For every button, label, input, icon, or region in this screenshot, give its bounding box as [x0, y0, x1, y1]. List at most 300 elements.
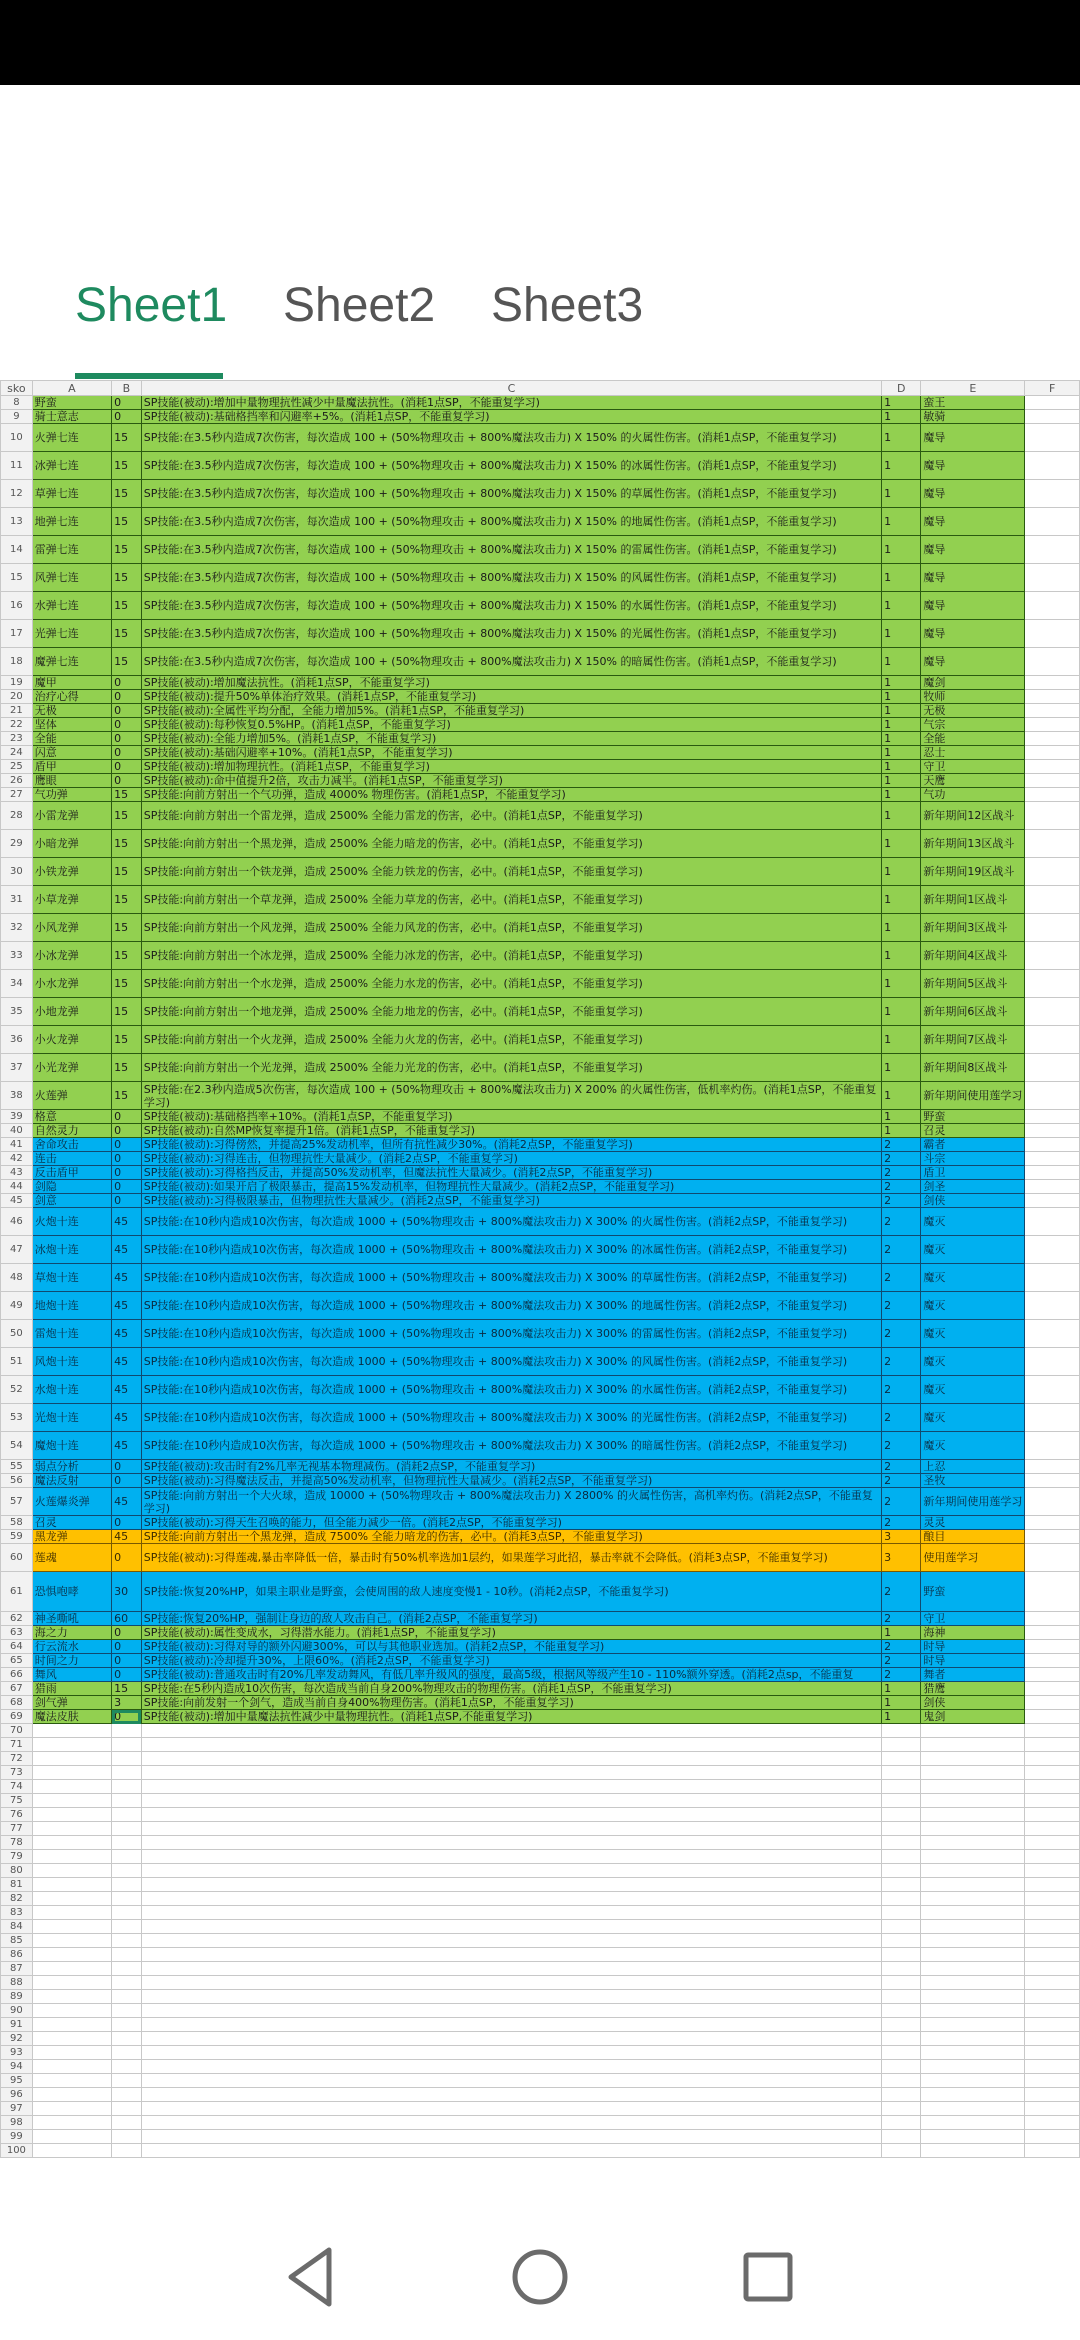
cell-b[interactable]: 15: [112, 536, 142, 564]
cell-d[interactable]: 2: [882, 1152, 921, 1166]
cell-a[interactable]: 小暗龙弹: [32, 830, 111, 858]
cell-b[interactable]: 45: [112, 1292, 142, 1320]
cell-d[interactable]: 2: [882, 1432, 921, 1460]
cell-a[interactable]: 魔法皮肤: [32, 1710, 111, 1724]
cell-d[interactable]: 1: [882, 788, 921, 802]
cell-b[interactable]: [112, 2102, 142, 2116]
cell-f[interactable]: [1025, 858, 1080, 886]
row-header[interactable]: 77: [1, 1822, 33, 1836]
cell-f[interactable]: [1025, 1082, 1080, 1110]
cell-a[interactable]: 地炮十连: [32, 1292, 111, 1320]
cell-a[interactable]: 气功弹: [32, 788, 111, 802]
cell-a[interactable]: 火莲爆炎弹: [32, 1488, 111, 1516]
cell-d[interactable]: [882, 2046, 921, 2060]
cell-c[interactable]: SP技能(被动):习得格挡反击，并提高50%发动机率，但魔法抗性大量减少。(消耗2点SP，不能重复学习): [141, 1166, 881, 1180]
row-header[interactable]: 8: [1, 396, 33, 410]
home-icon[interactable]: [505, 2242, 575, 2312]
cell-a[interactable]: [32, 1920, 111, 1934]
cell-c[interactable]: [141, 1794, 881, 1808]
cell-d[interactable]: [882, 1738, 921, 1752]
cell-a[interactable]: [32, 1822, 111, 1836]
cell-d[interactable]: 1: [882, 676, 921, 690]
cell-a[interactable]: 时间之力: [32, 1654, 111, 1668]
cell-e[interactable]: 舞者: [921, 1668, 1025, 1682]
cell-c[interactable]: SP技能(被动):攻击时有2%几率无视基本物理减伤。(消耗2点SP，不能重复学习): [141, 1460, 881, 1474]
cell-a[interactable]: 行云流水: [32, 1640, 111, 1654]
cell-b[interactable]: 0: [112, 1138, 142, 1152]
row-header[interactable]: 90: [1, 2004, 33, 2018]
cell-d[interactable]: [882, 2004, 921, 2018]
cell-b[interactable]: 0: [112, 1516, 142, 1530]
cell-c[interactable]: SP技能(被动):习得魔法反击，并提高50%发动机率，但物理抗性大量减少。(消耗2点SP，不能重复学习): [141, 1474, 881, 1488]
cell-d[interactable]: 2: [882, 1320, 921, 1348]
cell-d[interactable]: 2: [882, 1264, 921, 1292]
cell-a[interactable]: 连击: [32, 1152, 111, 1166]
cell-d[interactable]: [882, 1920, 921, 1934]
cell-e[interactable]: 魔导: [921, 508, 1025, 536]
row-header[interactable]: 94: [1, 2060, 33, 2074]
cell-c[interactable]: SP技能:在3.5秒内造成7次伤害，每次造成 100 + (50%物理攻击 + 800%魔法攻击力) X 150% 的光属性伤害。(消耗1点SP，不能重复学习): [141, 620, 881, 648]
cell-a[interactable]: 鹰眼: [32, 774, 111, 788]
row-header[interactable]: 86: [1, 1948, 33, 1962]
cell-a[interactable]: 海之力: [32, 1626, 111, 1640]
cell-e[interactable]: [921, 1892, 1025, 1906]
cell-b[interactable]: 15: [112, 788, 142, 802]
cell-a[interactable]: 盾甲: [32, 760, 111, 774]
cell-b[interactable]: 45: [112, 1320, 142, 1348]
cell-d[interactable]: 1: [882, 564, 921, 592]
cell-c[interactable]: SP技能:在10秒内造成10次伤害，每次造成 1000 + (50%物理攻击 + 800%魔法攻击力) X 300% 的地属性伤害。(消耗2点SP，不能重复学习): [141, 1292, 881, 1320]
row-header[interactable]: 47: [1, 1236, 33, 1264]
cell-a[interactable]: [32, 1934, 111, 1948]
cell-d[interactable]: 1: [882, 732, 921, 746]
cell-d[interactable]: 1: [882, 970, 921, 998]
cell-e[interactable]: 魔灭: [921, 1320, 1025, 1348]
cell-b[interactable]: [112, 1850, 142, 1864]
cell-f[interactable]: [1025, 1808, 1080, 1822]
cell-e[interactable]: 剑侠: [921, 1696, 1025, 1710]
cell-a[interactable]: [32, 2130, 111, 2144]
cell-c[interactable]: [141, 2130, 881, 2144]
cell-e[interactable]: 使用莲学习: [921, 1544, 1025, 1572]
cell-f[interactable]: [1025, 648, 1080, 676]
cell-c[interactable]: SP技能:恢复20%HP，如果主职业是野蛮，会使周围的敌人速度变慢1 - 10秒。(消耗2点SP，不能重复学习): [141, 1572, 881, 1612]
cell-f[interactable]: [1025, 2060, 1080, 2074]
cell-e[interactable]: 霸者: [921, 1138, 1025, 1152]
cell-c[interactable]: SP技能(被动):自然MP恢复率提升1倍。(消耗1点SP，不能重复学习): [141, 1124, 881, 1138]
cell-c[interactable]: [141, 1906, 881, 1920]
cell-e[interactable]: [921, 1976, 1025, 1990]
row-header[interactable]: 12: [1, 480, 33, 508]
cell-e[interactable]: 剑侠: [921, 1194, 1025, 1208]
cell-d[interactable]: 1: [882, 760, 921, 774]
cell-e[interactable]: [921, 2144, 1025, 2158]
column-header-b[interactable]: B: [112, 381, 142, 396]
cell-f[interactable]: [1025, 1864, 1080, 1878]
cell-f[interactable]: [1025, 942, 1080, 970]
cell-a[interactable]: 剑气弹: [32, 1696, 111, 1710]
cell-d[interactable]: 1: [882, 718, 921, 732]
row-header[interactable]: 24: [1, 746, 33, 760]
cell-e[interactable]: 魔灭: [921, 1348, 1025, 1376]
row-header[interactable]: 78: [1, 1836, 33, 1850]
cell-d[interactable]: 1: [882, 690, 921, 704]
row-header[interactable]: 15: [1, 564, 33, 592]
row-header[interactable]: 17: [1, 620, 33, 648]
cell-e[interactable]: [921, 1962, 1025, 1976]
cell-b[interactable]: 15: [112, 648, 142, 676]
row-header[interactable]: 30: [1, 858, 33, 886]
cell-d[interactable]: 1: [882, 886, 921, 914]
cell-c[interactable]: SP技能:在3.5秒内造成7次伤害，每次造成 100 + (50%物理攻击 + 800%魔法攻击力) X 150% 的风属性伤害。(消耗1点SP，不能重复学习): [141, 564, 881, 592]
cell-a[interactable]: [32, 1892, 111, 1906]
cell-b[interactable]: 0: [112, 1544, 142, 1572]
tab-sheet3[interactable]: Sheet3: [491, 279, 644, 332]
cell-d[interactable]: [882, 1724, 921, 1738]
cell-c[interactable]: SP技能(被动):命中值提升2倍，攻击力减半。(消耗1点SP，不能重复学习): [141, 774, 881, 788]
cell-d[interactable]: 1: [882, 746, 921, 760]
cell-b[interactable]: [112, 1934, 142, 1948]
cell-c[interactable]: SP技能(被动):增加物理抗性。(消耗1点SP，不能重复学习): [141, 760, 881, 774]
cell-f[interactable]: [1025, 1962, 1080, 1976]
cell-f[interactable]: [1025, 1948, 1080, 1962]
cell-c[interactable]: SP技能:在3.5秒内造成7次伤害，每次造成 100 + (50%物理攻击 + 800%魔法攻击力) X 150% 的火属性伤害。(消耗1点SP，不能重复学习): [141, 424, 881, 452]
row-header[interactable]: 33: [1, 942, 33, 970]
cell-a[interactable]: 魔甲: [32, 676, 111, 690]
row-header[interactable]: 14: [1, 536, 33, 564]
cell-d[interactable]: 2: [882, 1488, 921, 1516]
cell-e[interactable]: [921, 1920, 1025, 1934]
cell-a[interactable]: 小光龙弹: [32, 1054, 111, 1082]
cell-b[interactable]: 45: [112, 1488, 142, 1516]
cell-c[interactable]: SP技能(被动):普通攻击时有20%几率发动舞风，有低几率升级风的强度，最高5级，根据风等级产生10 - 110%额外穿透。(消耗2点sp，不能重复: [141, 1668, 881, 1682]
cell-a[interactable]: 舞风: [32, 1668, 111, 1682]
cell-d[interactable]: 1: [882, 998, 921, 1026]
cell-a[interactable]: [32, 1850, 111, 1864]
cell-c[interactable]: SP技能:在2.3秒内造成5次伤害，每次造成 100 + (50%物理攻击 + 800%魔法攻击力) X 200% 的火属性伤害，低机率灼伤。(消耗1点SP，不能重复学习): [141, 1082, 881, 1110]
cell-d[interactable]: [882, 1864, 921, 1878]
cell-f[interactable]: [1025, 2130, 1080, 2144]
cell-c[interactable]: [141, 1976, 881, 1990]
cell-a[interactable]: 光弹七连: [32, 620, 111, 648]
cell-c[interactable]: [141, 1766, 881, 1780]
cell-c[interactable]: [141, 1920, 881, 1934]
cell-c[interactable]: SP技能:在3.5秒内造成7次伤害，每次造成 100 + (50%物理攻击 + 800%魔法攻击力) X 150% 的暗属性伤害。(消耗1点SP，不能重复学习): [141, 648, 881, 676]
cell-b[interactable]: [112, 2144, 142, 2158]
cell-f[interactable]: [1025, 704, 1080, 718]
cell-c[interactable]: [141, 2102, 881, 2116]
cell-e[interactable]: 魔导: [921, 648, 1025, 676]
cell-f[interactable]: [1025, 1516, 1080, 1530]
cell-a[interactable]: 舍命攻击: [32, 1138, 111, 1152]
cell-b[interactable]: 45: [112, 1530, 142, 1544]
cell-b[interactable]: 15: [112, 802, 142, 830]
cell-b[interactable]: 15: [112, 998, 142, 1026]
cell-a[interactable]: 小地龙弹: [32, 998, 111, 1026]
cell-b[interactable]: 0: [112, 732, 142, 746]
cell-c[interactable]: SP技能:在3.5秒内造成7次伤害，每次造成 100 + (50%物理攻击 + 800%魔法攻击力) X 150% 的冰属性伤害。(消耗1点SP，不能重复学习): [141, 452, 881, 480]
cell-a[interactable]: 剑意: [32, 1194, 111, 1208]
cell-d[interactable]: 1: [882, 424, 921, 452]
cell-c[interactable]: SP技能:在10秒内造成10次伤害，每次造成 1000 + (50%物理攻击 + 800%魔法攻击力) X 300% 的冰属性伤害。(消耗2点SP，不能重复学习): [141, 1236, 881, 1264]
cell-e[interactable]: [921, 1766, 1025, 1780]
row-header[interactable]: 56: [1, 1474, 33, 1488]
cell-c[interactable]: [141, 2004, 881, 2018]
cell-b[interactable]: 60: [112, 1612, 142, 1626]
cell-a[interactable]: 火莲弹: [32, 1082, 111, 1110]
row-header[interactable]: 60: [1, 1544, 33, 1572]
cell-b[interactable]: 15: [112, 942, 142, 970]
row-header[interactable]: 53: [1, 1404, 33, 1432]
cell-b[interactable]: 0: [112, 1668, 142, 1682]
cell-a[interactable]: 魔法反射: [32, 1474, 111, 1488]
cell-c[interactable]: SP技能:在10秒内造成10次伤害，每次造成 1000 + (50%物理攻击 + 800%魔法攻击力) X 300% 的暗属性伤害。(消耗2点SP，不能重复学习): [141, 1432, 881, 1460]
row-header[interactable]: 10: [1, 424, 33, 452]
cell-d[interactable]: [882, 1794, 921, 1808]
cell-a[interactable]: 闪意: [32, 746, 111, 760]
row-header[interactable]: 88: [1, 1976, 33, 1990]
row-header[interactable]: 23: [1, 732, 33, 746]
cell-a[interactable]: [32, 1724, 111, 1738]
cell-c[interactable]: SP技能:向前方射出一个地龙弹，造成 2500% 全能力地龙的伤害，必中。(消耗1点SP，不能重复学习): [141, 998, 881, 1026]
cell-d[interactable]: 1: [882, 1696, 921, 1710]
cell-d[interactable]: 2: [882, 1138, 921, 1152]
cell-b[interactable]: 45: [112, 1208, 142, 1236]
cell-c[interactable]: [141, 1836, 881, 1850]
cell-a[interactable]: [32, 1976, 111, 1990]
cell-e[interactable]: 魔灭: [921, 1264, 1025, 1292]
cell-f[interactable]: [1025, 1544, 1080, 1572]
cell-b[interactable]: 15: [112, 480, 142, 508]
cell-b[interactable]: [112, 2004, 142, 2018]
cell-f[interactable]: [1025, 886, 1080, 914]
cell-b[interactable]: 15: [112, 620, 142, 648]
cell-a[interactable]: 小水龙弹: [32, 970, 111, 998]
cell-e[interactable]: [921, 2060, 1025, 2074]
cell-a[interactable]: 神圣嘶吼: [32, 1612, 111, 1626]
cell-a[interactable]: 弱点分析: [32, 1460, 111, 1474]
cell-f[interactable]: [1025, 1152, 1080, 1166]
cell-d[interactable]: 1: [882, 620, 921, 648]
cell-d[interactable]: 2: [882, 1668, 921, 1682]
cell-e[interactable]: [921, 1752, 1025, 1766]
cell-c[interactable]: [141, 1962, 881, 1976]
cell-c[interactable]: SP技能:向前方射出一个草龙弹，造成 2500% 全能力草龙的伤害，必中。(消耗1点SP，不能重复学习): [141, 886, 881, 914]
cell-a[interactable]: 小草龙弹: [32, 886, 111, 914]
column-header-d[interactable]: D: [882, 381, 921, 396]
cell-d[interactable]: [882, 2130, 921, 2144]
cell-f[interactable]: [1025, 424, 1080, 452]
row-header[interactable]: 29: [1, 830, 33, 858]
cell-d[interactable]: 1: [882, 480, 921, 508]
cell-c[interactable]: SP技能(被动):习得莲魂,暴击率降低一倍，暴击时有50%机率选加1层约，如果莲学习此招，暴击率就不会降低。(消耗3点SP，不能重复学习): [141, 1544, 881, 1572]
cell-b[interactable]: 15: [112, 452, 142, 480]
cell-b[interactable]: [112, 1808, 142, 1822]
row-header[interactable]: 82: [1, 1892, 33, 1906]
cell-d[interactable]: 3: [882, 1544, 921, 1572]
cell-c[interactable]: SP技能:向前方射出一个黑龙弹，造成 2500% 全能力暗龙的伤害，必中。(消耗1点SP，不能重复学习): [141, 830, 881, 858]
cell-c[interactable]: SP技能:向前方射出一个气功弹，造成 4000% 物理伤害。(消耗1点SP，不能重复学习): [141, 788, 881, 802]
cell-c[interactable]: SP技能(被动):习得对导的额外闪避300%，可以与其他职业选加。(消耗2点SP，不能重复学习): [141, 1640, 881, 1654]
row-header[interactable]: 72: [1, 1752, 33, 1766]
cell-f[interactable]: [1025, 1124, 1080, 1138]
cell-c[interactable]: SP技能(被动):每秒恢复0.5%HP。(消耗1点SP，不能重复学习): [141, 718, 881, 732]
cell-f[interactable]: [1025, 1474, 1080, 1488]
cell-e[interactable]: [921, 1850, 1025, 1864]
cell-d[interactable]: 1: [882, 1682, 921, 1696]
cell-f[interactable]: [1025, 1264, 1080, 1292]
cell-c[interactable]: SP技能:在10秒内造成10次伤害，每次造成 1000 + (50%物理攻击 + 800%魔法攻击力) X 300% 的草属性伤害。(消耗2点SP，不能重复学习): [141, 1264, 881, 1292]
cell-b[interactable]: 15: [112, 424, 142, 452]
cell-d[interactable]: 2: [882, 1180, 921, 1194]
cell-e[interactable]: 新年期间19区战斗: [921, 858, 1025, 886]
cell-d[interactable]: 2: [882, 1292, 921, 1320]
cell-d[interactable]: [882, 1766, 921, 1780]
cell-b[interactable]: 0: [112, 690, 142, 704]
cell-e[interactable]: 新年期间12区战斗: [921, 802, 1025, 830]
cell-e[interactable]: [921, 1934, 1025, 1948]
row-header[interactable]: 68: [1, 1696, 33, 1710]
row-header[interactable]: 97: [1, 2102, 33, 2116]
cell-f[interactable]: [1025, 508, 1080, 536]
cell-a[interactable]: [32, 1766, 111, 1780]
cell-e[interactable]: 牧师: [921, 690, 1025, 704]
cell-b[interactable]: [112, 2088, 142, 2102]
row-header[interactable]: 76: [1, 1808, 33, 1822]
cell-b[interactable]: 0: [112, 1626, 142, 1640]
cell-d[interactable]: 1: [882, 914, 921, 942]
cell-a[interactable]: 风炮十连: [32, 1348, 111, 1376]
cell-e[interactable]: [921, 1906, 1025, 1920]
cell-f[interactable]: [1025, 1612, 1080, 1626]
cell-d[interactable]: 2: [882, 1516, 921, 1530]
cell-b[interactable]: 45: [112, 1348, 142, 1376]
cell-f[interactable]: [1025, 2102, 1080, 2116]
cell-b[interactable]: 0: [112, 1654, 142, 1668]
row-header[interactable]: 59: [1, 1530, 33, 1544]
cell-d[interactable]: 2: [882, 1166, 921, 1180]
cell-b[interactable]: [112, 2074, 142, 2088]
cell-a[interactable]: [32, 2102, 111, 2116]
cell-e[interactable]: 灵灵: [921, 1516, 1025, 1530]
cell-b[interactable]: [112, 1864, 142, 1878]
cell-e[interactable]: [921, 2032, 1025, 2046]
cell-d[interactable]: 1: [882, 452, 921, 480]
cell-d[interactable]: 1: [882, 410, 921, 424]
column-header-f[interactable]: F: [1025, 381, 1080, 396]
cell-b[interactable]: [112, 1962, 142, 1976]
cell-a[interactable]: 水炮十连: [32, 1376, 111, 1404]
cell-c[interactable]: [141, 1850, 881, 1864]
cell-b[interactable]: [112, 1780, 142, 1794]
cell-f[interactable]: [1025, 620, 1080, 648]
cell-f[interactable]: [1025, 1488, 1080, 1516]
cell-d[interactable]: 1: [882, 592, 921, 620]
cell-e[interactable]: 酿目: [921, 1530, 1025, 1544]
cell-e[interactable]: 新年期间1区战斗: [921, 886, 1025, 914]
cell-e[interactable]: 圣牧: [921, 1474, 1025, 1488]
cell-a[interactable]: 小铁龙弹: [32, 858, 111, 886]
cell-e[interactable]: [921, 2130, 1025, 2144]
cell-e[interactable]: 斗宗: [921, 1152, 1025, 1166]
cell-b[interactable]: 0: [112, 1194, 142, 1208]
cell-f[interactable]: [1025, 2046, 1080, 2060]
row-header[interactable]: 96: [1, 2088, 33, 2102]
cell-a[interactable]: 雷弹七连: [32, 536, 111, 564]
row-header[interactable]: 39: [1, 1110, 33, 1124]
cell-f[interactable]: [1025, 676, 1080, 690]
cell-c[interactable]: SP技能:向前方射出一个大火球，造成 10000 + (50%物理攻击 + 800%魔法攻击力) X 2800% 的火属性伤害，高机率灼伤。(消耗2点SP，不能重复学习): [141, 1488, 881, 1516]
cell-a[interactable]: 魔炮十连: [32, 1432, 111, 1460]
cell-b[interactable]: 0: [112, 1124, 142, 1138]
cell-c[interactable]: SP技能:在3.5秒内造成7次伤害，每次造成 100 + (50%物理攻击 + 800%魔法攻击力) X 150% 的地属性伤害。(消耗1点SP，不能重复学习): [141, 508, 881, 536]
cell-d[interactable]: 2: [882, 1460, 921, 1474]
row-header[interactable]: 32: [1, 914, 33, 942]
cell-c[interactable]: SP技能(被动):基础闪避率+10%。(消耗1点SP，不能重复学习): [141, 746, 881, 760]
row-header[interactable]: 81: [1, 1878, 33, 1892]
row-header[interactable]: 37: [1, 1054, 33, 1082]
cell-a[interactable]: [32, 1780, 111, 1794]
cell-d[interactable]: [882, 2074, 921, 2088]
cell-d[interactable]: 1: [882, 1054, 921, 1082]
cell-d[interactable]: 1: [882, 536, 921, 564]
row-header[interactable]: 21: [1, 704, 33, 718]
cell-d[interactable]: [882, 1892, 921, 1906]
cell-f[interactable]: [1025, 914, 1080, 942]
cell-f[interactable]: [1025, 1906, 1080, 1920]
cell-c[interactable]: SP技能:向前方射出一个风龙弹，造成 2500% 全能力风龙的伤害，必中。(消耗1点SP，不能重复学习): [141, 914, 881, 942]
cell-f[interactable]: [1025, 690, 1080, 704]
cell-a[interactable]: 雷炮十连: [32, 1320, 111, 1348]
cell-b[interactable]: 45: [112, 1376, 142, 1404]
cell-b[interactable]: 0: [112, 760, 142, 774]
cell-c[interactable]: SP技能(被动):属性变成水，习得潜水能力。(消耗1点SP，不能重复学习): [141, 1626, 881, 1640]
cell-f[interactable]: [1025, 1892, 1080, 1906]
cell-a[interactable]: [32, 1962, 111, 1976]
cell-b[interactable]: 45: [112, 1264, 142, 1292]
cell-a[interactable]: [32, 1906, 111, 1920]
cell-b[interactable]: [112, 2032, 142, 2046]
cell-b[interactable]: 15: [112, 830, 142, 858]
row-header[interactable]: 57: [1, 1488, 33, 1516]
corner-cell[interactable]: sko: [1, 381, 33, 396]
cell-c[interactable]: SP技能:在5秒内造成10次伤害，每次造成当前自身200%物理攻击的物理伤害。(消耗1点SP，不能重复学习): [141, 1682, 881, 1696]
cell-e[interactable]: 魔灭: [921, 1404, 1025, 1432]
cell-d[interactable]: 2: [882, 1236, 921, 1264]
cell-d[interactable]: [882, 1878, 921, 1892]
cell-e[interactable]: 新年期间7区战斗: [921, 1026, 1025, 1054]
cell-a[interactable]: [32, 1738, 111, 1752]
row-header[interactable]: 13: [1, 508, 33, 536]
cell-b[interactable]: 15: [112, 1026, 142, 1054]
cell-c[interactable]: SP技能:在10秒内造成10次伤害，每次造成 1000 + (50%物理攻击 + 800%魔法攻击力) X 300% 的雷属性伤害。(消耗2点SP，不能重复学习): [141, 1320, 881, 1348]
cell-b[interactable]: 0: [112, 746, 142, 760]
cell-d[interactable]: 2: [882, 1572, 921, 1612]
cell-e[interactable]: 盾卫: [921, 1166, 1025, 1180]
row-header[interactable]: 42: [1, 1152, 33, 1166]
cell-b[interactable]: [112, 2130, 142, 2144]
cell-f[interactable]: [1025, 1934, 1080, 1948]
cell-e[interactable]: [921, 1794, 1025, 1808]
cell-f[interactable]: [1025, 1376, 1080, 1404]
cell-b[interactable]: [112, 1836, 142, 1850]
cell-d[interactable]: [882, 1780, 921, 1794]
cell-a[interactable]: 全能: [32, 732, 111, 746]
cell-d[interactable]: [882, 1808, 921, 1822]
cell-a[interactable]: [32, 1948, 111, 1962]
cell-f[interactable]: [1025, 1640, 1080, 1654]
cell-c[interactable]: SP技能:在3.5秒内造成7次伤害，每次造成 100 + (50%物理攻击 + 800%魔法攻击力) X 150% 的水属性伤害。(消耗1点SP，不能重复学习): [141, 592, 881, 620]
